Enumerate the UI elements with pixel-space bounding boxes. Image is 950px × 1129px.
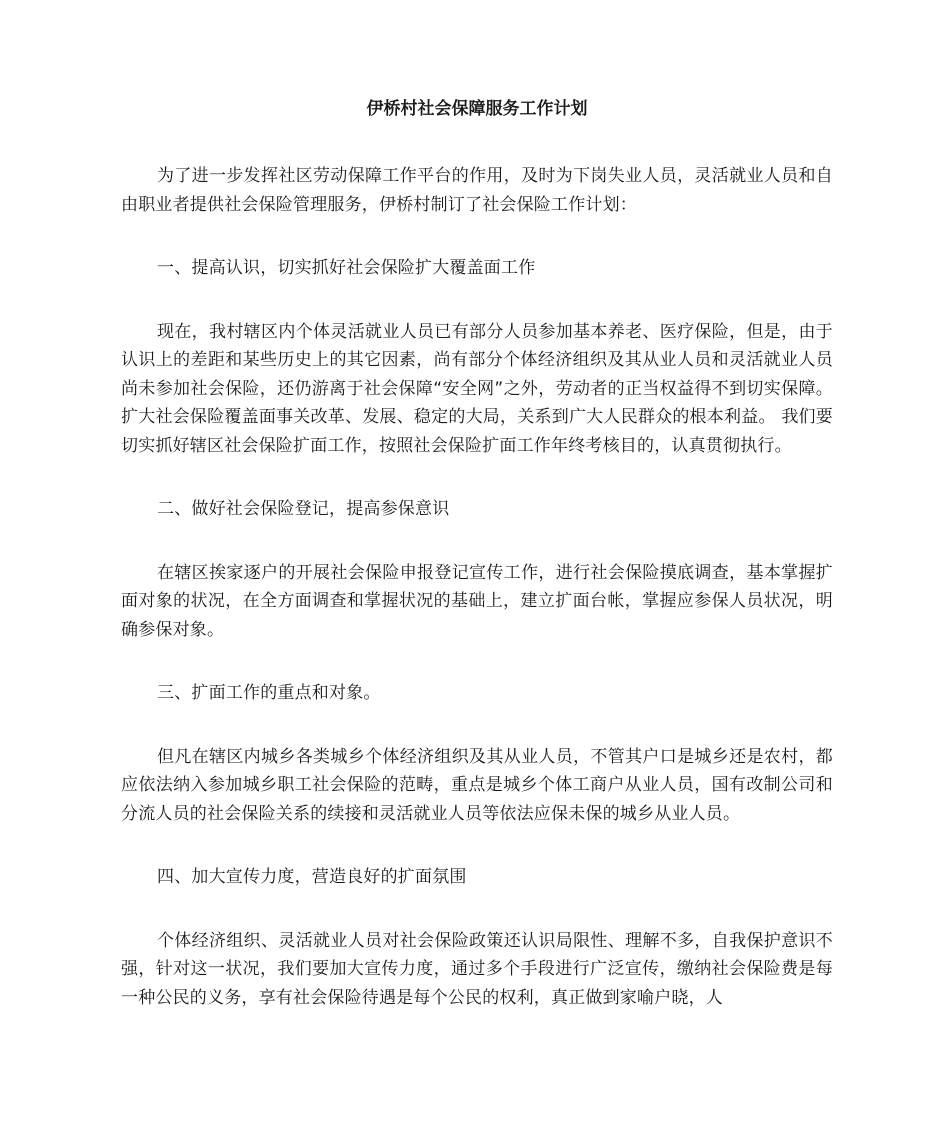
section-body-2: 在辖区挨家逐户的开展社会保险申报登记宣传工作，进行社会保险摸底调查，基本掌握扩面对象的状况，在全方面调查和掌握状况的基础上，建立扩面台帐，掌握应参保人员状况，明确参保对象。 <box>121 562 833 640</box>
section-body-3: 但凡在辖区内城乡各类城乡个体经济组织及其从业人员，不管其户口是城乡还是农村，都应依法纳入参加城乡职工社会保险的范畴，重点是城乡个体工商户从业人员，国有改制公司和分流人员的社会保险关系的续接和灵活就业人员等依法应保未保的城乡从业人员。 <box>121 746 833 824</box>
section-heading-4: 四、加大宣传力度，营造良好的扩面氛围 <box>157 867 467 887</box>
document-content <box>121 96 833 1047</box>
section-heading-1: 一、提高认识，切实抓好社会保险扩大覆盖面工作 <box>157 258 536 278</box>
document-title: 伊桥村社会保障服务工作计划 <box>366 99 588 119</box>
section-heading-2: 二、做好社会保险登记，提高参保意识 <box>157 499 450 519</box>
section-body-4: 个体经济组织、灵活就业人员对社会保险政策还认识局限性、理解不多，自我保护意识不强，针对这一状况，我们要加大宣传力度，通过多个手段进行广泛宣传，缴纳社会保险费是每一种公民的义务，享有社会保险待遇是每个公民的权利，真正做到家喻户晓，人 <box>121 930 833 1008</box>
section-heading-3: 三、扩面工作的重点和对象。 <box>157 683 381 703</box>
intro-paragraph: 为了进一步发挥社区劳动保障工作平台的作用，及时为下岗失业人员，灵活就业人员和自由职业者提供社会保险管理服务，伊桥村制订了社会保险工作计划： <box>121 166 833 215</box>
section-body-1: 现在，我村辖区内个体灵活就业人员已有部分人员参加基本养老、医疗保险，但是，由于认识上的差距和某些历史上的其它因素，尚有部分个体经济组织及其从业人员和灵活就业人员尚未参加社会保险，还仍游离于社会保障“安全网”之外，劳动者的正当权益得不到切实保障。扩大社会保险覆盖面事关改革、发展、稳定的大局，关系到广大人民群众的根本利益。 我们要切实抓好辖区社会保险扩面工作，按照社会保险扩面工作年终考核目的，认真贯彻执行。 <box>121 321 833 456</box>
